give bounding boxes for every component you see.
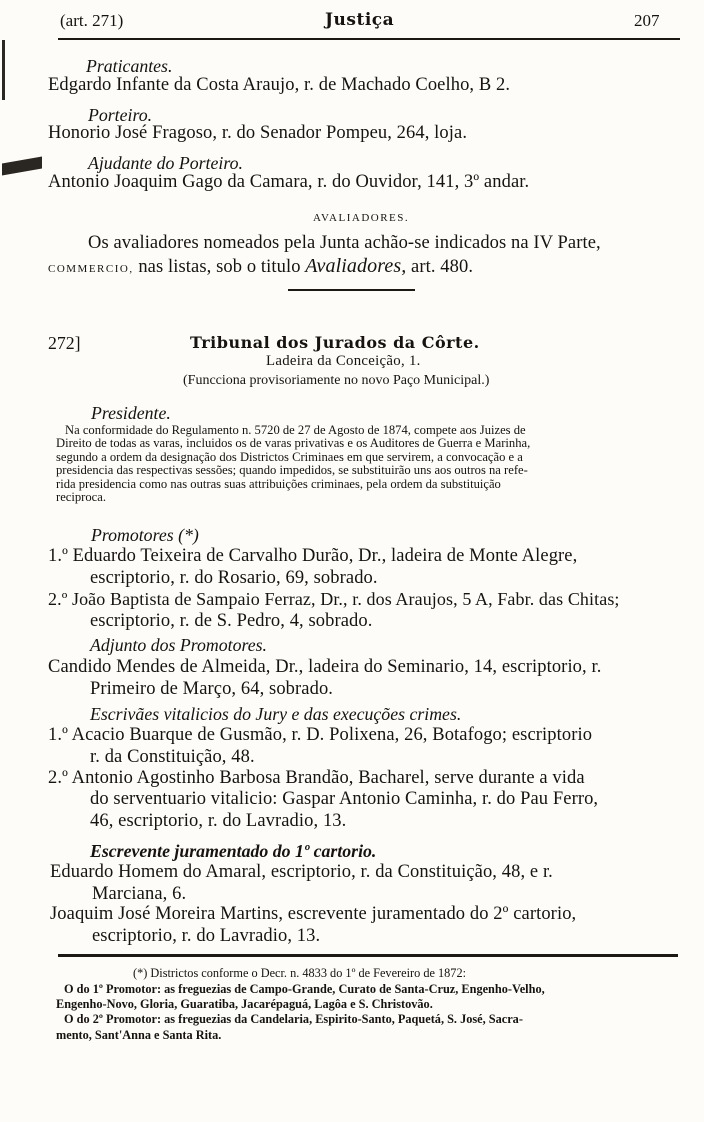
presidente-paragraph: [56, 424, 686, 504]
escrevente-1-line-1: Eduardo Homem do Amaral, escriptorio, r. da Constituição, 48, e r.: [50, 862, 553, 882]
escrivao-1-line-2: r. da Constituição, 48.: [90, 747, 255, 767]
escrivaes-heading: Escrivães vitalicios do Jury e das execuções crimes.: [90, 704, 462, 724]
presidente-line: segundo a ordem da designação dos Districtos Criminaes em que servirem, a convocação e a: [56, 449, 523, 464]
escrivao-2-line-1: 2.º Antonio Agostinho Barbosa Brandão, Bacharel, serve durante a vida: [48, 768, 585, 788]
header-title: Justiça: [325, 10, 395, 30]
presidente-heading: Presidente.: [91, 403, 171, 423]
avaliadores-art: art. 480.: [411, 257, 474, 277]
escrivao-2-line-3: 46, escriptorio, r. do Lavradio, 13.: [90, 811, 347, 831]
adjunto-heading: Adjunto dos Promotores.: [90, 635, 267, 655]
avaliadores-heading: AVALIADORES.: [313, 212, 410, 224]
section-number: 272]: [48, 333, 81, 353]
escrevente-1-line-2: Marciana, 6.: [92, 884, 187, 904]
escrevente-2-line-1: Joaquim José Moreira Martins, escrevente juramentado do 2º cartorio,: [50, 904, 577, 924]
commercio-label: COMMERCIO,: [48, 263, 134, 275]
header-page-number: 207: [634, 11, 660, 30]
porteiro-heading: Porteiro.: [88, 105, 153, 125]
praticante-entry: Edgardo Infante da Costa Araujo, r. de Machado Coelho, B 2.: [48, 75, 511, 95]
escrivao-1-line-1: 1.º Acacio Buarque de Gusmão, r. D. Polixena, 26, Botafogo; escriptorio: [48, 725, 593, 745]
adjunto-line-1: Candido Mendes de Almeida, Dr., ladeira do Seminario, 14, escriptorio, r.: [48, 657, 602, 677]
footnote-line-5: mento, Sant'Anna e Santa Rita.: [56, 1028, 222, 1042]
avaliadores-line-2-middle: nas listas, sob o titulo: [138, 257, 301, 277]
escrivao-2-line-2: do serventuario vitalicio: Gaspar Antonio Caminha, r. do Pau Ferro,: [90, 789, 599, 809]
porteiro-entry: Honorio José Fragoso, r. do Senador Pompeu, 264, loja.: [48, 123, 468, 143]
section-note: (Funcciona provisoriamente no novo Paço Municipal.): [183, 373, 490, 388]
promotor-1-line-1: 1.º Eduardo Teixeira de Carvalho Durão, Dr., ladeira de Monte Alegre,: [48, 546, 578, 566]
footnote-line-1: (*) Districtos conforme o Decr. n. 4833 do 1º de Fevereiro de 1872:: [133, 966, 467, 980]
footnote-rule: [58, 954, 678, 957]
header-rule: [58, 38, 680, 40]
section-title: Tribunal dos Jurados da Côrte.: [190, 333, 480, 352]
footnote-line-4: O do 2º Promotor: as freguezias da Candelaria, Espirito-Santo, Paquetá, S. José, Sacra-: [64, 1012, 523, 1026]
presidente-line: presidencia das respectivas sessões; quando impedidos, se substituirão uns aos outros na refe-: [56, 463, 528, 478]
praticantes-heading: Praticantes.: [86, 56, 173, 76]
adjunto-line-2: Primeiro de Março, 64, sobrado.: [90, 679, 334, 699]
presidente-line: rida presidencia como nas outras suas attribuições criminaes, pela ordem da substituição: [56, 476, 501, 491]
promotores-heading: Promotores (*): [91, 525, 199, 545]
scan-edge-mark: [2, 40, 5, 100]
scan-edge-mark: [2, 156, 42, 175]
presidente-line: Direito de todas as varas, incluidos os de varas privativas e os Auditores de Guerra e Marinha,: [56, 436, 531, 451]
footnote-line-3: Engenho-Novo, Gloria, Guaratiba, Jacarépaguá, Lagôa e S. Christovão.: [56, 997, 433, 1011]
ajudante-heading: Ajudante do Porteiro.: [88, 153, 243, 173]
promotor-2-line-1: 2.º João Baptista de Sampaio Ferraz, Dr., r. dos Araujos, 5 A, Fabr. das Chitas;: [48, 589, 620, 609]
presidente-line: Na conformidade do Regulamento n. 5720 de 27 de Agosto de 1874, compete aos Juizes de: [65, 423, 526, 437]
ajudante-entry: Antonio Joaquim Gago da Camara, r. do Ouvidor, 141, 3º andar.: [48, 172, 530, 192]
promotor-1-line-2: escriptorio, r. do Rosario, 69, sobrado.: [90, 568, 378, 588]
escrevente-heading: Escrevente juramentado do 1º cartorio.: [90, 841, 377, 861]
presidente-line: reciproca.: [56, 490, 106, 505]
section-address: Ladeira da Conceição, 1.: [266, 353, 421, 369]
avaliadores-line-1: Os avaliadores nomeados pela Junta achão-se indicados na IV Parte,: [88, 233, 601, 253]
header-article-ref: (art. 271): [60, 11, 124, 30]
section-divider: [288, 289, 415, 291]
promotor-2-line-2: escriptorio, r. de S. Pedro, 4, sobrado.: [90, 611, 373, 631]
avaliadores-line-2: [48, 255, 473, 278]
avaliadores-title: Avaliadores,: [305, 255, 407, 277]
escrevente-2-line-2: escriptorio, r. do Lavradio, 13.: [92, 926, 321, 946]
footnote-line-2: O do 1º Promotor: as freguezias de Campo-Grande, Curato de Santa-Cruz, Engenho-Velho,: [64, 982, 545, 996]
